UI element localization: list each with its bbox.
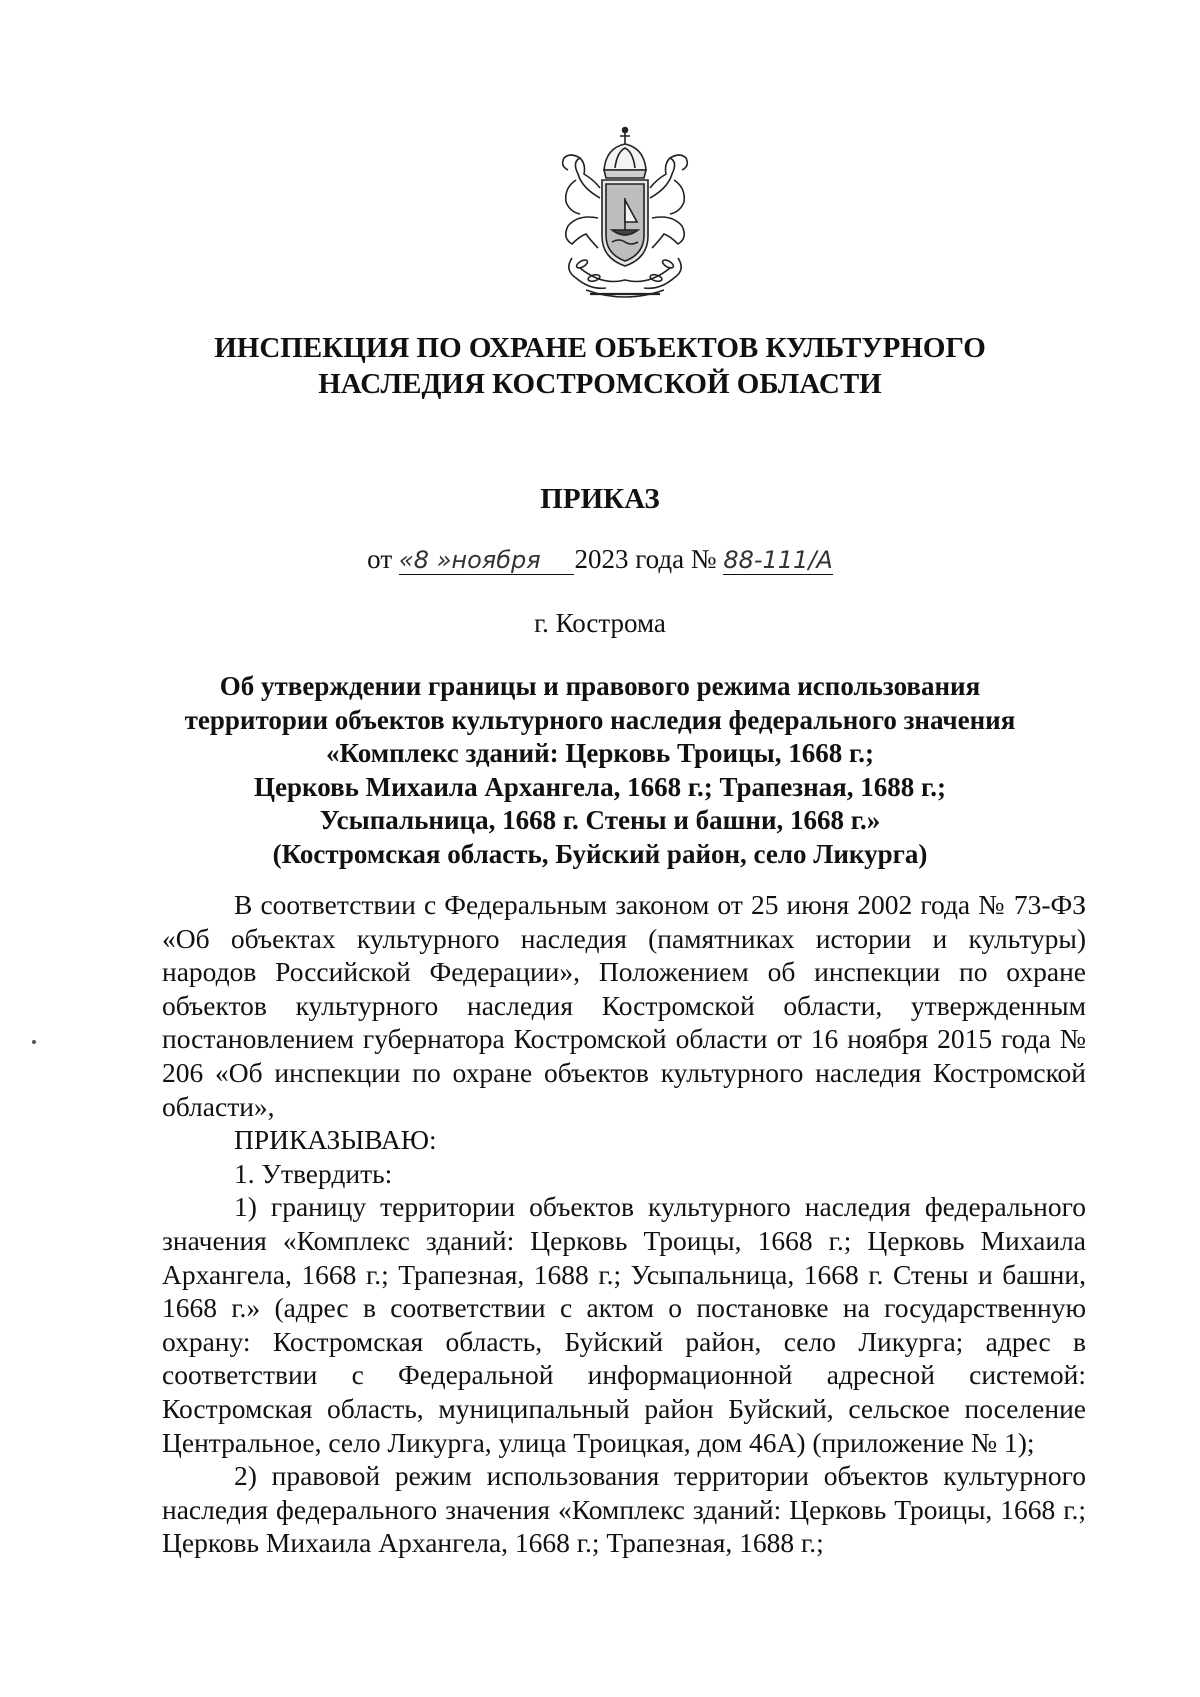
subject-line-4: Церковь Михаила Архангела, 1668 г.; Трапезная, 1688 г.;	[254, 771, 946, 802]
subject-line-6: (Костромская область, Буйский район, село Ликурга)	[272, 838, 928, 869]
order-date-line	[200, 542, 1000, 576]
handwritten-order-number: 88-111/А	[723, 546, 833, 574]
number-blank	[723, 545, 833, 575]
item-1-paragraph: 1. Утвердить:	[234, 1157, 393, 1189]
kostroma-region-coat-of-arms-icon	[520, 118, 730, 308]
scan-speck	[32, 1040, 36, 1044]
subject-line-3: «Комплекс зданий: Церковь Троицы, 1668 г.;	[326, 738, 874, 768]
command-paragraph: ПРИКАЗЫВАЮ:	[234, 1124, 437, 1156]
preamble-paragraph: В соответствии с Федеральным законом от 25 июня 2002 года № 73-ФЗ «Об объектах культурного наследия (памятниках истории и культуры) народов Российской Федерации», Положением об инспекции по охране объектов культурного наследия Костромской области, утвержденным постановлением губернатора Костромской области от 16 ноября 2015 года № 206 «Об инспекции по охране объектов культурного наследия Костромской области»,	[162, 889, 1086, 1122]
organization-line-1: ИНСПЕКЦИЯ ПО ОХРАНЕ ОБЪЕКТОВ КУЛЬТУРНОГО	[214, 332, 986, 364]
item-1-2-paragraph: 2) правовой режим использования территории объектов культурного наследия федерального значения «Комплекс зданий: Церковь Троицы, 1668 г.; Церковь Михаила Архангела, 1668 г.; Трапезная, 1688 г.;	[162, 1460, 1086, 1559]
organization-line-2: НАСЛЕДИЯ КОСТРОМСКОЙ ОБЛАСТИ	[318, 368, 882, 400]
item-1-1-paragraph: 1) границу территории объектов культурного наследия федерального значения «Комплекс зданий: Церковь Троицы, 1668 г.; Церковь Михаила Архангела, 1668 г.; Трапезная, 1688 г.; Усыпальница, 1668 г. Стены и башни, 1668 г.» (адрес в соответствии с актом о постановке на государственную охрану: Костромская область, Буйский район, село Ликурга; адрес в соответствии с Федеральной информационной адресной системой: Костромская область, муниципальный район Буйский, сельское поселение Центральное, село Ликурга, улица Троицкая, дом 46А) (приложение № 1);	[162, 1191, 1086, 1458]
organization-name	[160, 330, 1040, 402]
subject-line-2: территории объектов культурного наследия федерального значения	[184, 704, 1016, 735]
city-line: г. Кострома	[534, 608, 666, 638]
from-label: от	[367, 544, 393, 574]
handwritten-month: ноября	[451, 546, 541, 574]
order-subject	[150, 670, 1050, 871]
subject-line-5: Усыпальница, 1668 г. Стены и башни, 1668 г.»	[319, 805, 881, 835]
order-body	[162, 888, 1086, 1560]
order-title: ПРИКАЗ	[540, 483, 660, 515]
subject-line-1: Об утверждении границы и правового режима использования	[219, 671, 981, 701]
handwritten-day: «8 »	[398, 546, 452, 574]
year-text: 2023 года №	[574, 544, 717, 574]
date-blank	[399, 545, 575, 575]
